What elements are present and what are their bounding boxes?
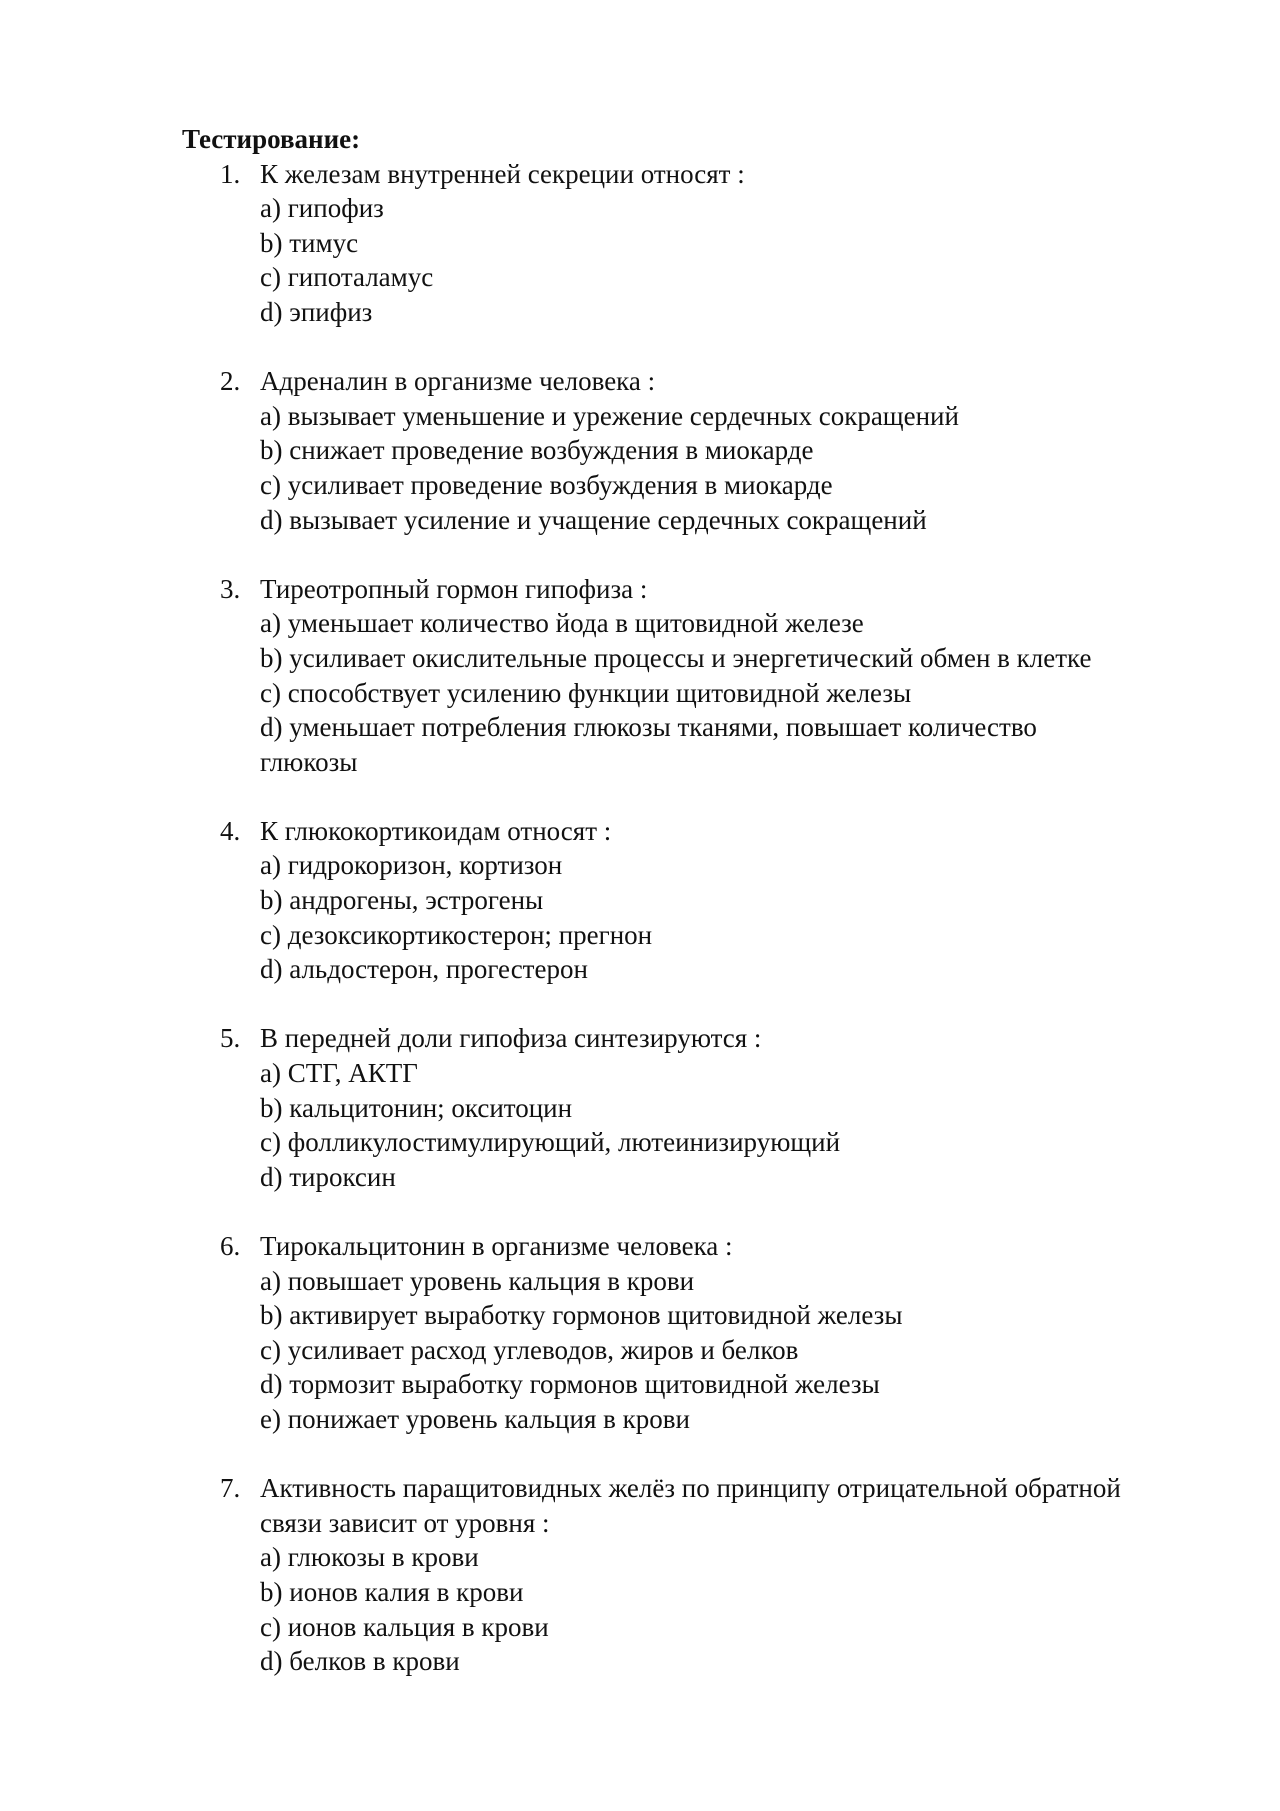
question-text: К железам внутренней секреции относят : [260, 158, 745, 189]
answer-option: c) усиливает расход углеводов, жиров и белков [260, 1334, 799, 1365]
answer-option: d) тормозит выработку гормонов щитовидной железы [260, 1369, 880, 1400]
answer-option: a) уменьшает количество йода в щитовидной железе [260, 608, 864, 639]
question-6 [182, 1229, 1192, 1437]
answer-option: c) дезоксикортикостерон; прегнон [260, 919, 653, 950]
question-text: Адреналин в организме человека : [260, 366, 656, 397]
answer-option: b) активирует выработку гормонов щитовидной железы [260, 1300, 903, 1331]
answer-option: b) снижает проведение возбуждения в миокарде [260, 435, 814, 466]
answer-option: b) усиливает окислительные процессы и энергетический обмен в клетке [260, 642, 1092, 673]
answer-option: d) белков в крови [260, 1646, 460, 1677]
question-number: 5. [220, 1023, 241, 1054]
answer-option: d) альдостерон, прогестерон [260, 954, 588, 985]
answer-option: c) усиливает проведение возбуждения в миокарде [260, 469, 833, 500]
answer-option: d) вызывает усиление и учащение сердечных сокращений [260, 504, 927, 535]
question-7 [182, 1471, 1192, 1679]
page-title: Тестирование: [182, 124, 361, 154]
answer-option: d) уменьшает потребления глюкозы тканями, повышает количество глюкозы [260, 712, 1037, 777]
question-number: 1. [220, 158, 241, 189]
answer-option: b) андрогены, эстрогены [260, 885, 544, 916]
question-text: Тирокальцитонин в организме человека : [260, 1231, 733, 1261]
answer-option: a) гипофиз [260, 193, 384, 224]
question-2 [182, 364, 1192, 537]
answer-option: c) ионов кальция в крови [260, 1611, 549, 1642]
question-number: 3. [220, 573, 241, 604]
answer-option: a) вызывает уменьшение и урежение сердечных сокращений [260, 400, 959, 431]
question-1 [182, 157, 1192, 330]
answer-option: d) тироксин [260, 1161, 396, 1192]
question-number: 2. [220, 366, 241, 397]
answer-option: a) гидрокоризон, кортизон [260, 850, 563, 881]
answer-option: b) кальцитонин; окситоцин [260, 1092, 573, 1123]
question-text: В передней доли гипофиза синтезируются : [260, 1023, 762, 1054]
question-number: 4. [220, 815, 241, 846]
question-text: Тиреотропный гормон гипофиза : [260, 573, 648, 604]
question-4 [182, 814, 1192, 987]
answer-option: e) понижает уровень кальция в крови [260, 1403, 690, 1434]
answer-option: c) способствует усилению функции щитовидной железы [260, 677, 912, 708]
question-3 [182, 572, 1192, 780]
question-5 [182, 1021, 1192, 1194]
answer-option: b) тимус [260, 227, 359, 258]
answer-option: a) СТГ, АКТГ [260, 1058, 418, 1089]
question-number: 7. [220, 1473, 241, 1504]
answer-option: a) повышает уровень кальция в крови [260, 1265, 695, 1296]
answer-option: b) ионов калия в крови [260, 1576, 524, 1607]
question-number: 6. [220, 1231, 241, 1261]
question-text: К глюкокортикоидам относят : [260, 815, 612, 846]
question-text: Активность паращитовидных желёз по принципу отрицательной обратной связи зависит от уровня : [260, 1473, 1121, 1538]
answer-option: c) гипоталамус [260, 262, 434, 293]
answer-option: a) глюкозы в крови [260, 1542, 479, 1573]
answer-option: d) эпифиз [260, 296, 373, 327]
answer-option: c) фолликулостимулирующий, лютеинизирующий [260, 1127, 841, 1158]
test-content [182, 122, 1192, 1679]
